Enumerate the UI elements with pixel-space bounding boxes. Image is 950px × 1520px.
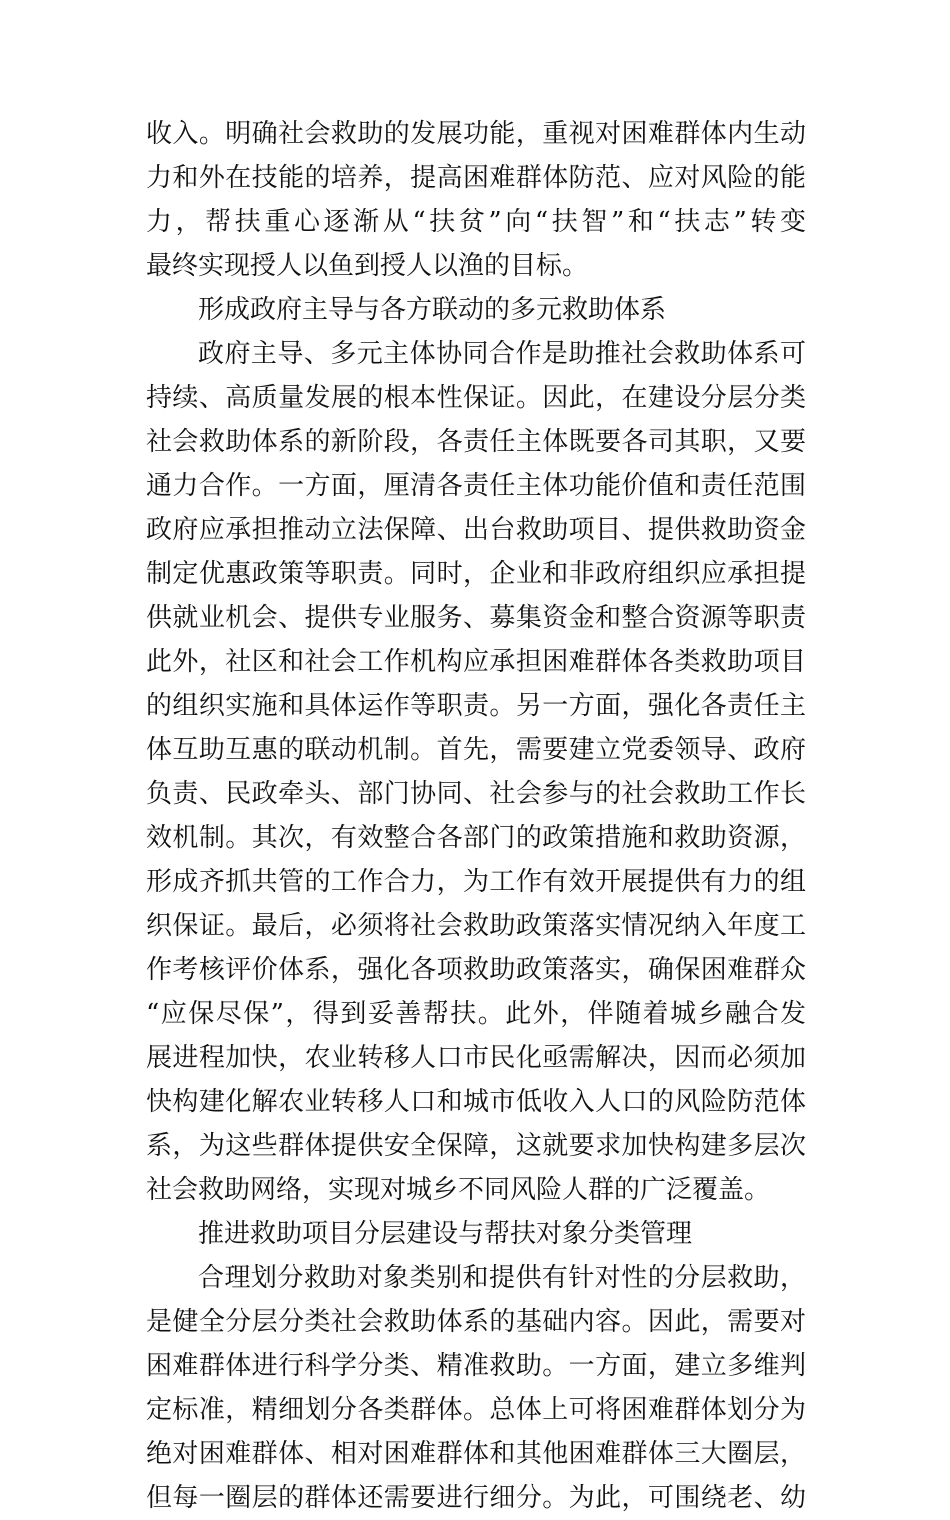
paragraph-first-line: 合理划分救助对象类别和提供有针对性的分层救助，: [198, 1263, 806, 1293]
paragraph-last-line: 社会救助网络，实现对城乡不同风险人群的广泛覆盖。: [146, 1175, 771, 1205]
paragraph-line: 绝对困难群体、相对困难群体和其他困难群体三大圈层，: [146, 1439, 806, 1469]
paragraph-line: 制定优惠政策等职责。同时，企业和非政府组织应承担提: [146, 559, 806, 589]
paragraph-line: 效机制。其次，有效整合各部门的政策措施和救助资源，: [146, 823, 806, 853]
paragraph-line: 定标准，精细划分各类群体。总体上可将困难群体划分为: [146, 1395, 806, 1425]
paragraph-line: 是健全分层分类社会救助体系的基础内容。因此，需要对: [146, 1307, 806, 1337]
section-heading: 形成政府主导与各方联动的多元救助体系: [198, 295, 667, 325]
paragraph-line: 快构建化解农业转移人口和城市低收入人口的风险防范体: [146, 1087, 806, 1117]
section-heading: 推进救助项目分层建设与帮扶对象分类管理: [198, 1219, 693, 1249]
paragraph-line: 社会救助体系的新阶段，各责任主体既要各司其职，又要: [146, 427, 806, 457]
paragraph-line: 展进程加快，农业转移人口市民化亟需解决，因而必须加: [146, 1043, 806, 1073]
paragraph-line: 力和外在技能的培养，提高困难群体防范、应对风险的能: [146, 163, 806, 193]
paragraph-line: 形成齐抓共管的工作合力，为工作有效开展提供有力的组: [146, 867, 806, 897]
paragraph-line: 力，帮扶重心逐渐从“扶贫”向“扶智”和“扶志”转变: [146, 207, 806, 237]
paragraph-line: “应保尽保”，得到妥善帮扶。此外，伴随着城乡融合发: [146, 999, 806, 1029]
paragraph-last-line: 最终实现授人以鱼到授人以渔的目标。: [146, 251, 589, 281]
paragraph-line: 的组织实施和具体运作等职责。另一方面，强化各责任主: [146, 691, 806, 721]
paragraph-line: 系，为这些群体提供安全保障，这就要求加快构建多层次: [146, 1131, 806, 1161]
paragraph-line: 负责、民政牵头、部门协同、社会参与的社会救助工作长: [146, 779, 806, 809]
paragraph-line: 作考核评价体系，强化各项救助政策落实，确保困难群众: [146, 955, 806, 985]
paragraph-line: 困难群体进行科学分类、精准救助。一方面，建立多维判: [146, 1351, 806, 1381]
paragraph-line: 织保证。最后，必须将社会救助政策落实情况纳入年度工: [146, 911, 806, 941]
paragraph-line: 但每一圈层的群体还需要进行细分。为此，可围绕老、幼: [146, 1483, 806, 1513]
paragraph-line: 此外，社区和社会工作机构应承担困难群体各类救助项目: [146, 647, 806, 677]
paragraph-line: 供就业机会、提供专业服务、募集资金和整合资源等职责: [146, 603, 806, 633]
paragraph-line: 收入。明确社会救助的发展功能，重视对困难群体内生动: [146, 119, 806, 149]
paragraph-line: 通力合作。一方面，厘清各责任主体功能价值和责任范围: [146, 471, 806, 501]
paragraph-line: 体互助互惠的联动机制。首先，需要建立党委领导、政府: [146, 735, 806, 765]
document-page: [146, 112, 806, 1520]
paragraph-line: 持续、高质量发展的根本性保证。因此，在建设分层分类: [146, 383, 806, 413]
paragraph-line: 政府应承担推动立法保障、出台救助项目、提供救助资金: [146, 515, 806, 545]
paragraph-first-line: 政府主导、多元主体协同合作是助推社会救助体系可: [198, 339, 806, 369]
